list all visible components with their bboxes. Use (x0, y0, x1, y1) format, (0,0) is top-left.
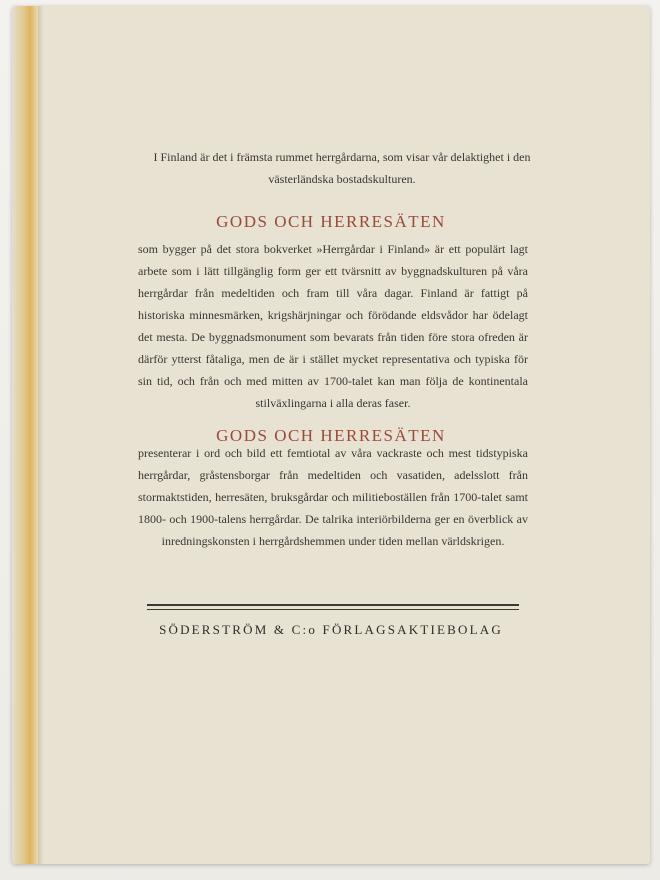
description-paragraph-1: som bygger på det stora bokverket »Herrgårdar i Finland» är ett populärt lagt arbete som i lätt tillgänglig form ger ett tvärsnitt av byggnadskulturen på våra herrgårdar från medeltiden och fram till våra dagar. Finland är fattigt på historiska minnesmärken, krigshärjningar och förödande eldsvådor har ödelagt det mesta. De byggnadsmonument som bevarats från tiden före stora ofreden är därför ytterst fåtaliga, men de är i stället mycket representativa och typiska för sin tid, och från och med mitten av 1700-talet kan man följa de kontinentala stilväxlingarna i alla deras faser. (138, 242, 528, 410)
intro-text: I Finland är det i främsta rummet herrgårdarna, som visar vår delaktighet i den västerländska bostadskulturen. (153, 150, 531, 186)
divider-rule (147, 604, 519, 606)
publisher-name: SÖDERSTRÖM & C:o FÖRLAGSAKTIEBOLAG (159, 622, 503, 637)
book-title-heading-repeat: GODS OCH HERRESÄTEN (216, 426, 446, 445)
description-paragraph-2: presenterar i ord och bild ett femtiotal av våra vackraste och mest tidstypiska herrgårdar, gråstensborgar från medeltiden och vasatiden, adelsslott från stormaktstiden, herresäten, bruksgårdar och militieboställen från 1700-talet samt 1800- och 1900-talens herrgårdar. De talrika interiörbilderna ger en överblick av inredningskonsten i herrgårdshemmen under tiden mellan världskrigen. (138, 446, 528, 548)
divider-rule-thin (147, 609, 519, 610)
book-title-heading: GODS OCH HERRESÄTEN (216, 212, 446, 231)
cover-text-block (12, 6, 650, 864)
book-back-cover (12, 6, 650, 864)
